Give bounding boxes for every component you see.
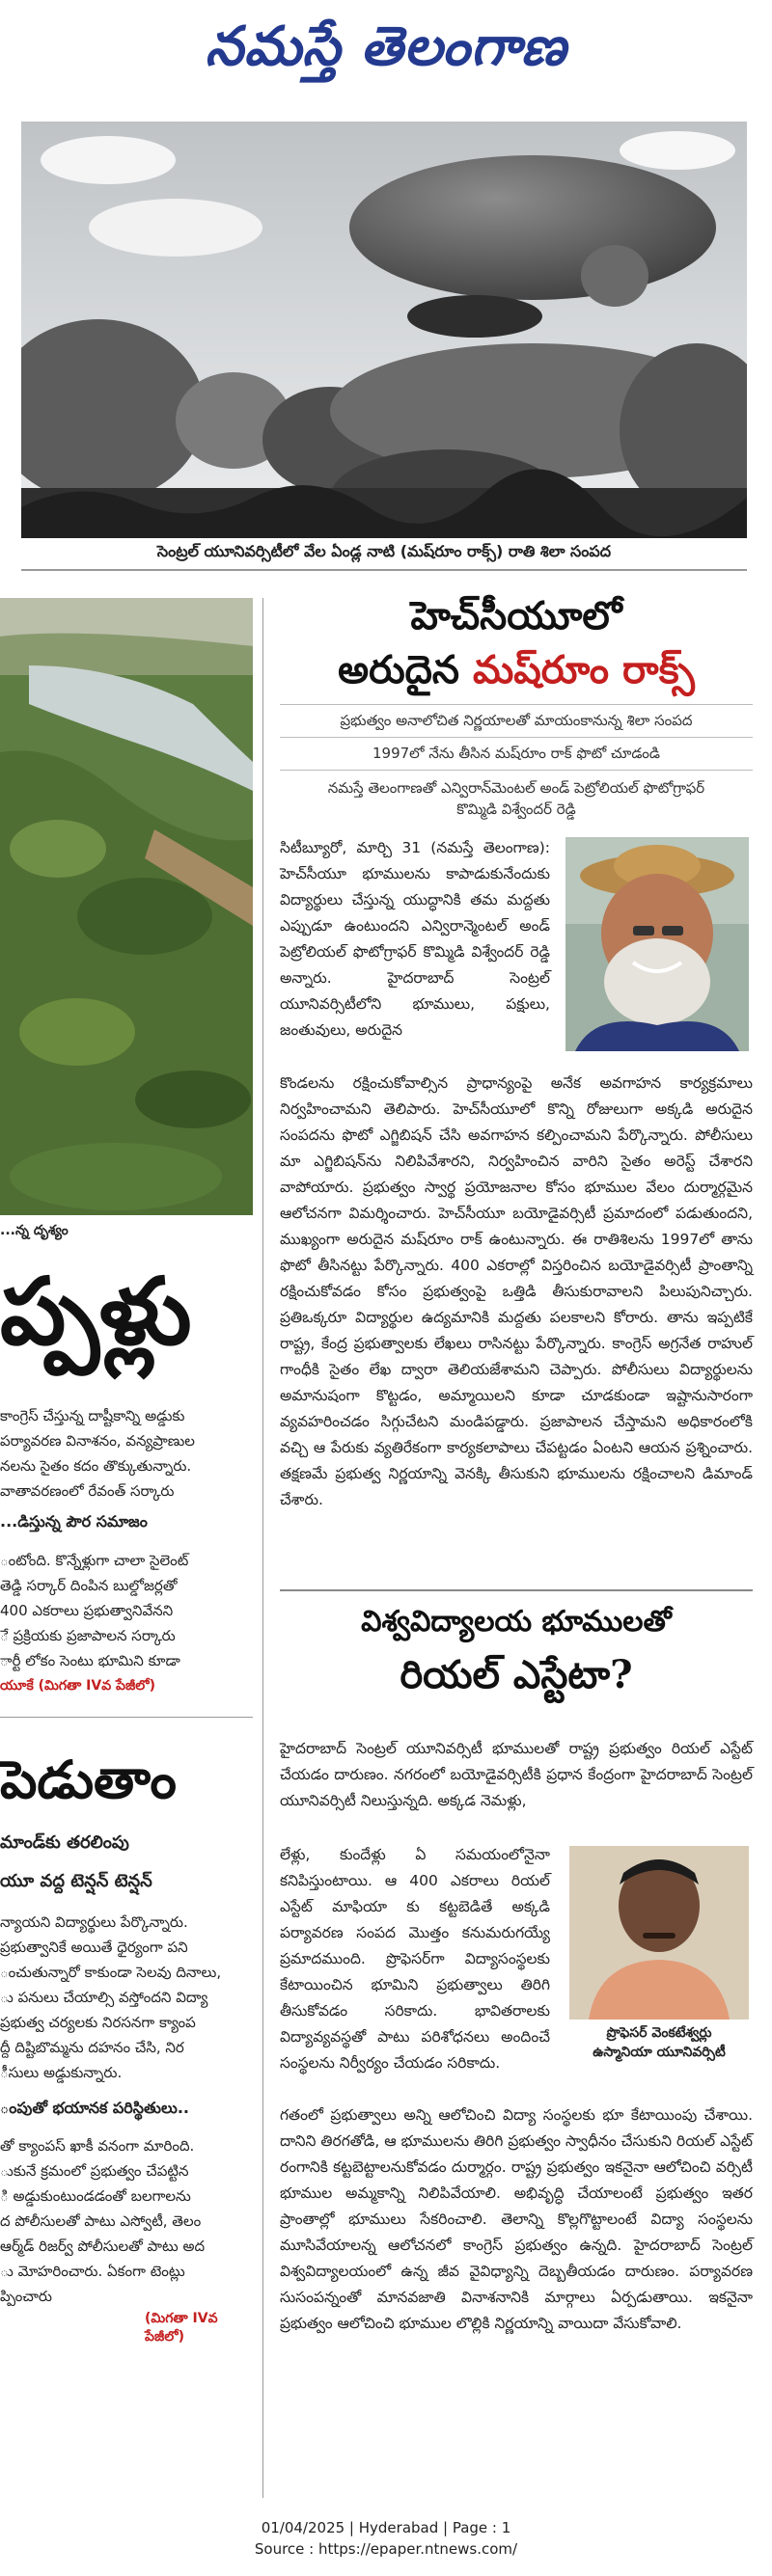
left-line: ార్టీ లోకం సెంటు భూమిని కూడా bbox=[0, 1652, 180, 1669]
left-subhead-1: ...డిస్తున్న పౌర సమాజం bbox=[0, 1512, 148, 1531]
article2-paragraph: లేళ్లు, కుందేళ్లు ఏ సమయంలోనైనా కనిపిస్తుంటాయి. ఆ 400 ఎకరాలు రియల్ ఎస్టేట్ మాఫియా కు కట్టబెడితే అక్కడి పర్యావరణ సంపద మొత్తం కనుమరుగయ్యే ప్రమాదముంది. ప్రొఫెసర్‌గా విద్యాసంస్థలకు కేటాయించిన భూమిని ప్రభుత్వాలు తిరిగి తీసుకోవడం సరికాదు. భావితరాలకు విద్యావ్యవస్థతో పాటు పరిశోధనలు అందించే సంస్థలను నిర్వీర్యం చేయడం సరికాదు. bbox=[280, 1846, 550, 2072]
masthead bbox=[0, 0, 772, 93]
professor-name: ప్రొఫెసర్ వెంకటేశ్వర్లు bbox=[606, 2025, 712, 2041]
left-line: ే ప్రక్రియకు ప్రజాపాలన సర్కారు bbox=[0, 1627, 176, 1644]
left-line: ుకునే క్రమంలో ప్రభుత్వం చేపట్టిన bbox=[0, 2162, 189, 2180]
article1-subhead-1: ప్రభుత్వం అనాలోచిత నిర్ణయాలతో మాయంకానున్న శిలా సంపద bbox=[340, 712, 693, 729]
left-line: ప్రభుత్వ చర్యలకు నిరసనగా క్యాంప bbox=[0, 2014, 196, 2031]
left-continued-1: యూకే (మిగతా IVవ పేజీలో) bbox=[0, 1678, 156, 1694]
left-line: ప్రభుత్వానికే అయితే ధైర్యంగా పని bbox=[0, 1939, 188, 1956]
top-photo-caption: సెంట్రల్ యూనివర్సిటీలో వేల ఏండ్ల నాటి (మష్‌రూం రాక్స్) రాతి శిలా సంపద bbox=[21, 542, 747, 571]
footer-date-line: 01/04/2025 | Hyderabad | Page : 1 bbox=[261, 2519, 511, 2536]
left-text-block-4 bbox=[0, 2133, 205, 2309]
left-rule bbox=[0, 1717, 253, 1718]
left-text-block-2 bbox=[0, 1548, 188, 1673]
left-continued-2: (మిగతా IVవ పేజీలో) bbox=[145, 2311, 218, 2345]
article1-rule-1 bbox=[280, 704, 753, 705]
mushroom-rocks-image bbox=[21, 122, 747, 538]
left-adjacent-article bbox=[0, 598, 253, 2498]
lake-aerial-image bbox=[0, 598, 253, 1215]
professor-portrait-image bbox=[569, 1846, 749, 2020]
article1-body-narrow bbox=[280, 835, 550, 1044]
article1-headline-line1: హెచ్‌సీయూలో bbox=[410, 593, 622, 638]
professor-caption bbox=[569, 2023, 749, 2062]
left-line: 400 ఎకరాలు ప్రభుత్వానివేనని bbox=[0, 1602, 174, 1619]
left-line: నలను సైతం కదం తొక్కుతున్నారు. bbox=[0, 1457, 192, 1475]
article2-headline-line2: రియల్ ఎస్టేటా? bbox=[400, 1652, 633, 1697]
article1-body-wide bbox=[280, 1071, 753, 1513]
mushroom-rocks-photo bbox=[21, 122, 747, 538]
article1-headline-line2 bbox=[280, 644, 753, 696]
article2-rule-top bbox=[280, 1589, 753, 1591]
left-line: ి అడ్డుకుంటుండడంతో బలగాలను bbox=[0, 2187, 191, 2205]
lake-aerial-photo bbox=[0, 598, 253, 1215]
article1-headline-part1: అరుదైన bbox=[338, 647, 473, 692]
photographer-portrait bbox=[565, 837, 749, 1051]
article1-subhead-2: 1997లో నేను తీసిన మష్‌రూం రాక్ ఫొటో చూడండి bbox=[372, 745, 660, 762]
left-line: తో క్యాంపస్ ఖాకీ వనంగా మారింది. bbox=[0, 2137, 195, 2155]
column-divider bbox=[262, 598, 263, 2498]
left-line: ీసులు అడ్డుకున్నారు. bbox=[0, 2064, 123, 2081]
left-line: వాతావరణంలో రేవంత్ సర్కారు bbox=[0, 1482, 175, 1500]
article1-paragraph: సిటీబ్యూరో, మార్చి 31 (నమస్తే తెలంగాణ): హెచ్‌సీయూ భూములను కాపాడుకునేందుకు విద్యార్థులు చేస్తున్న యుద్ధానికి తమ మద్దతు ఎప్పుడూ ఉంటుందని ఎన్విరాన్మెంటల్ అండ్ పెట్రోలియల్ ఫొటోగ్రాఫర్ కొమ్మిడి విశ్వేందర్ రెడ్డి అన్నారు. హైదరాబాద్ సెంట్రల్ యూనివర్సిటీలోని భూములు, పక్షులు, జంతువులు, అరుదైన bbox=[280, 839, 550, 1039]
left-text-block-3 bbox=[0, 1910, 221, 2085]
left-line: ప్పించారు bbox=[0, 2288, 52, 2305]
article2-body-wide bbox=[280, 2102, 753, 2337]
left-text-block-1 bbox=[0, 1403, 195, 1504]
left-line: తెడ్డి సర్కార్ దింపిన బుల్డోజర్లతో bbox=[0, 1577, 178, 1594]
article2-headline-line1: విశ్వవిద్యాలయ భూములతో bbox=[361, 1605, 672, 1639]
left-big-headline: ప్పళ్లు bbox=[0, 1257, 192, 1366]
article1-subhead-3: నమస్తే తెలంగాణతో ఎన్విరాన్‌మెంటల్ అండ్ పెట్రోలియల్ ఫొటోగ్రాఫర్ కొమ్మిడి విశ్వేందర్ రెడ్డి bbox=[327, 779, 705, 818]
left-line: ంటోంది. కొన్నేళ్లుగా చాలా సైలెంట్ bbox=[0, 1552, 189, 1569]
left-line: ఆర్మ్‌డ్ రిజర్వ్ పోలీసులతో పాటు అద bbox=[0, 2237, 206, 2255]
left-line: ు పనులు చేయాల్సి వస్తోందని విద్యా bbox=[0, 1989, 208, 2006]
photographer-portrait-image bbox=[565, 837, 749, 1051]
professor-affiliation: ఉస్మానియా యూనివర్సిటీ bbox=[593, 2045, 726, 2060]
left-line: ద్దీ దిష్టిబొమ్మను దహనం చేసి, నిర bbox=[0, 2039, 184, 2056]
article1-headline-part2: మష్‌రూం రాక్స్ bbox=[472, 647, 695, 692]
left-line: కాంగ్రెస్ చేస్తున్న దాష్టీకాన్ని అడ్డుకు bbox=[0, 1407, 185, 1424]
left-line: న్యాయని విద్యార్థులు పేర్కొన్నారు. bbox=[0, 1913, 188, 1931]
left-line: ు మోహరించారు. ఏకంగా టెంట్లు bbox=[0, 2263, 185, 2280]
footer-source-line: Source : https://epaper.ntnews.com/ bbox=[254, 2540, 518, 2558]
article2-paragraph: హైదరాబాద్ సెంట్రల్ యూనివర్సిటీ భూములతో రాష్ట్ర ప్రభుత్వం రియల్ ఎస్టేట్ చేయడం దారుణం. నగరంలో బయోడైవర్సిటీకి ప్రధాన కేంద్రంగా హైదరాబాద్ సెంట్రల్ యూనివర్సిటీ నిలుస్తున్నది. అక్కడ నెమళ్లు, bbox=[280, 1740, 753, 1809]
professor-portrait bbox=[569, 1846, 749, 2020]
left-subhead-2: మాండ్‌కు తరలింపు bbox=[0, 1832, 129, 1853]
left-photo-caption: ...న్న దృశ్యం bbox=[0, 1223, 69, 1238]
left-subhead-3: యూ వద్ద టెన్షన్ టెన్షన్ bbox=[0, 1871, 152, 1891]
left-subhead-4: ంపుతో భయానక పరిస్థితులు.. bbox=[0, 2099, 190, 2117]
article2-body-top bbox=[280, 1736, 753, 1814]
article2-paragraph: గతంలో ప్రభుత్వాలు అన్ని ఆలోచించి విద్యా సంస్థలకు భూ కేటాయింపు చేశాయి. దానిని తిరగతోడి, ఆ భూములను తిరిగి ప్రభుత్వం స్వాధీనం చేసుకుని రియల్ ఎస్టేట్ రంగానికి కట్టబెట్టాలనుకోవడం దుర్మార్గం. రాష్ట్ర ప్రభుత్వం ఇకనైనా ఆలోచించి వర్సిటీ భూముల అమ్మకాన్ని నిలిపివేయాలి. అభివృద్ధి చేయాలంటే ప్రభుత్వం ఇతర ప్రాంతాల్లో భూములు సేకరించాలి. తెలాన్ని కొల్లగొట్టాలంటే విద్యా సంస్థలను మూసివేయాలన్న ఆలోచనలో కాంగ్రెస్ ప్రభుత్వం ఉన్నది. హైదరాబాద్ సెంట్రల్ విశ్వవిద్యాలయంలో ఉన్న జీవ వైవిధ్యాన్ని దెబ్బతీయడం దారుణం. పర్యావరణ సుసంపన్నంతో మానవజాతి వినాశనానికి మార్గాలు ఏర్పడుతాయి. ఇకనైనా ప్రభుత్వం ఆలోచించి భూముల లొల్లికి నిర్ణయాన్ని వాయిదా వేసుకోవాలి. bbox=[280, 2106, 753, 2332]
page-footer bbox=[0, 2517, 772, 2560]
left-line: పర్యావరణ వినాశనం, వన్యప్రాణుల bbox=[0, 1432, 195, 1450]
left-line: ంచుతున్నారో కాకుండా సెలవు దినాలు, bbox=[0, 1964, 222, 1981]
left-big-headline-2: పెడుతాం bbox=[0, 1749, 177, 1810]
left-line: ద పోలీసులతో పాటు ఎస్వోటీ, తెలం bbox=[0, 2212, 202, 2230]
article1-rule-2 bbox=[280, 737, 753, 738]
masthead-title: నమస్తే తెలంగాణ bbox=[205, 14, 567, 78]
article1-paragraph: కొండలను రక్షించుకోవాల్సిన ప్రాధాన్యంపై అనేక అవగాహన కార్యక్రమాలు నిర్వహించామని తెలిపారు. హెచ్‌సీయూలో కొన్ని రోజులుగా అక్కడి అరుదైన సంపదను ఫొటో ఎగ్జిబిషన్ చేసి అవగాహన కల్పించామని పేర్కొన్నారు. పోలీసులు మా ఎగ్జిబిషన్‌ను నిలిపివేశారని, నిర్వహించిన వారిని సైతం అరెస్ట్ చేశారని వాపోయారు. ప్రభుత్వం స్వార్థ ప్రయోజనాల కోసం భూముల వేలం దుర్మార్గమైన ఆలోచనగా విమర్శించారు. హెచ్‌సీయూ బయోడైవర్సిటీ ప్రమాదంలో పడుతుందని, ముఖ్యంగా అరుదైన మష్‌రూం రాక్ ఉంటున్నారు. ఈ రాతిశిలను 1997లో తాను ఫొటో తీసినట్టు పేర్కొన్నారు. 400 ఎకరాల్లో విస్తరించిన బయోడైవర్సిటీ ప్రాంతాన్ని రక్షించుకోవడం కోసం ప్రభుత్వంపై ఒత్తిడి తీసుకురావాలని పిలుపునిచ్చారు. ప్రతిఒక్కరూ విద్యార్థుల ఉద్యమానికి మద్దతు పలకాలని కోరారు. తాను ఇప్పటికే రాష్ట్ర, కేంద్ర ప్రభుత్వాలకు లేఖలు రాసినట్టు పేర్కొన్నారు. కాంగ్రెస్ అగ్రనేత రాహుల్ గాంధీకి సైతం లేఖ ద్వారా తెలియజేశామని చెప్పారు. పోలీసులు విద్యార్థులను అమానుషంగా కొట్టడం, అమ్మాయిలని కూడా చూడకుండా ఇష్టానుసారంగా వ్యవహరించడం సిగ్గుచేటని మండిపడ్డారు. ప్రజాపాలన చేస్తామని అధికారంలోకి వచ్చి ఆ పేరుకు వ్యతిరేకంగా కార్యకలాపాలు చేపట్టడం ఏంటని ఆయన ప్రశ్నించారు. తక్షణమే ప్రభుత్వ నిర్ణయాన్ని వెనక్కి తీసుకుని భూములను రక్షించాలని డిమాండ్ చేశారు. bbox=[280, 1074, 753, 1508]
article1-rule-3 bbox=[280, 770, 753, 771]
article2-body-narrow bbox=[280, 1842, 550, 2076]
